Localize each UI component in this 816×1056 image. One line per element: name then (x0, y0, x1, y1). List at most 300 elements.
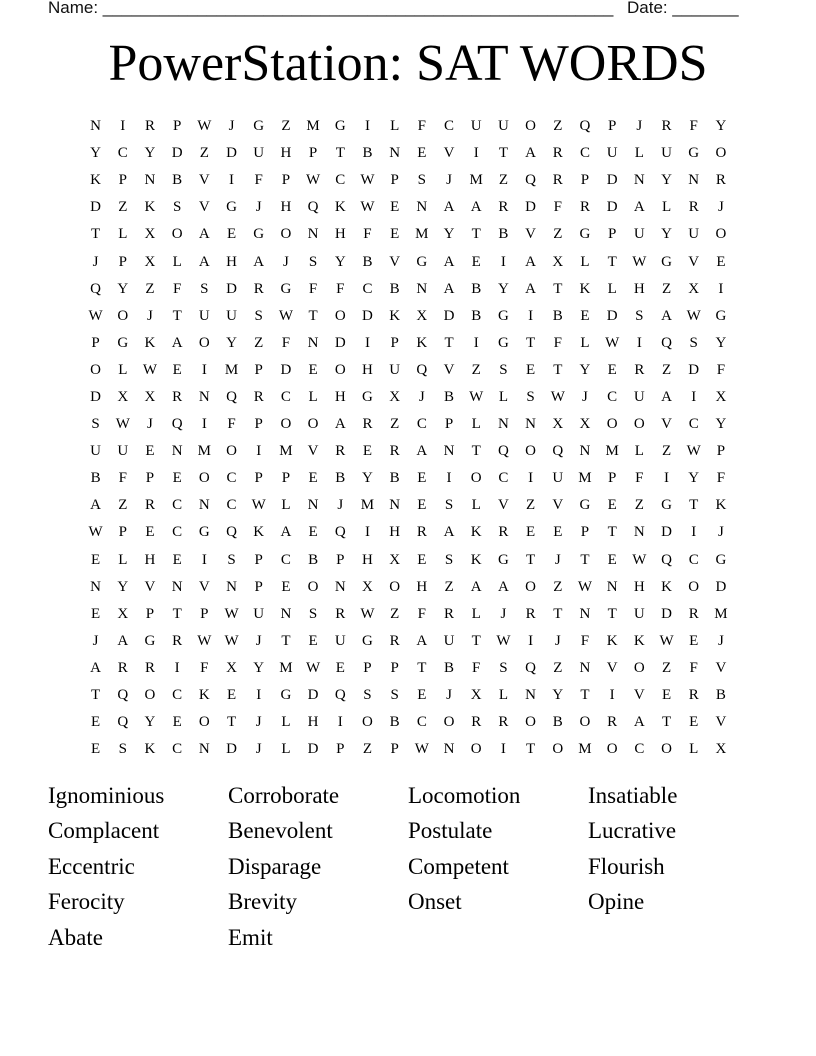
grid-letter[interactable]: G (362, 632, 373, 649)
grid-letter[interactable]: R (335, 605, 346, 622)
grid-letter[interactable]: U (389, 361, 401, 378)
grid-letter[interactable]: E (335, 659, 345, 676)
grid-letter[interactable]: O (606, 741, 618, 758)
grid-letter[interactable]: Z (199, 145, 209, 162)
grid-letter[interactable]: E (362, 443, 373, 460)
grid-letter[interactable]: Z (118, 199, 128, 216)
grid-letter[interactable]: P (580, 172, 590, 189)
grid-letter[interactable]: Z (553, 118, 563, 135)
grid-letter[interactable]: C (498, 470, 509, 487)
grid-letter[interactable]: P (390, 659, 399, 676)
grid-letter[interactable]: F (635, 470, 644, 487)
grid-letter[interactable]: K (253, 524, 265, 541)
grid-letter[interactable]: K (470, 524, 482, 541)
grid-letter[interactable]: T (281, 632, 291, 649)
grid-letter[interactable]: K (144, 741, 156, 758)
grid-letter[interactable]: O (334, 307, 346, 324)
grid-letter[interactable]: N (171, 578, 183, 595)
grid-letter[interactable]: P (308, 145, 318, 162)
grid-letter[interactable]: M (578, 470, 592, 487)
grid-letter[interactable]: X (362, 578, 373, 595)
grid-letter[interactable]: X (117, 388, 129, 405)
grid-letter[interactable]: F (118, 470, 127, 487)
grid-letter[interactable]: T (689, 497, 699, 514)
grid-letter[interactable]: Y (579, 361, 591, 378)
grid-letter[interactable]: P (118, 524, 127, 541)
grid-letter[interactable]: C (172, 741, 183, 758)
grid-letter[interactable]: Z (661, 659, 672, 676)
grid-letter[interactable]: L (308, 388, 318, 405)
grid-letter[interactable]: G (144, 632, 156, 649)
grid-letter[interactable]: K (144, 334, 156, 351)
grid-letter[interactable]: A (443, 280, 455, 297)
grid-letter[interactable]: G (280, 687, 292, 704)
grid-letter[interactable]: R (498, 714, 509, 731)
grid-letter[interactable]: U (606, 145, 618, 162)
grid-letter[interactable]: F (254, 172, 263, 189)
grid-letter[interactable]: T (661, 714, 672, 731)
grid-letter[interactable]: O (198, 714, 210, 731)
grid-letter[interactable]: W (686, 443, 701, 460)
grid-letter[interactable]: J (147, 307, 153, 324)
grid-letter[interactable]: G (715, 551, 727, 568)
grid-letter[interactable]: B (552, 714, 563, 731)
grid-letter[interactable]: O (715, 145, 727, 162)
grid-letter[interactable]: C (444, 118, 455, 135)
grid-letter[interactable]: W (278, 307, 293, 324)
grid-letter[interactable]: P (145, 605, 155, 622)
grid-letter[interactable]: N (389, 145, 401, 162)
grid-letter[interactable]: Y (497, 280, 509, 297)
grid-letter[interactable]: V (525, 226, 537, 243)
grid-letter[interactable]: C (362, 280, 373, 297)
grid-letter[interactable]: Y (117, 280, 129, 297)
grid-letter[interactable]: E (689, 714, 699, 731)
grid-letter[interactable]: S (635, 307, 644, 324)
grid-letter[interactable]: R (471, 714, 482, 731)
grid-letter[interactable]: Z (661, 443, 672, 460)
grid-letter[interactable]: O (144, 687, 156, 704)
grid-letter[interactable]: O (579, 714, 591, 731)
grid-letter[interactable]: F (553, 199, 562, 216)
grid-letter[interactable]: D (226, 741, 237, 758)
grid-letter[interactable]: E (580, 307, 590, 324)
grid-letter[interactable]: R (634, 361, 645, 378)
grid-letter[interactable]: N (579, 659, 591, 676)
grid-letter[interactable]: A (280, 524, 292, 541)
grid-letter[interactable]: H (362, 551, 373, 568)
grid-letter[interactable]: E (308, 470, 318, 487)
grid-letter[interactable]: A (416, 443, 428, 460)
grid-letter[interactable]: E (172, 361, 182, 378)
grid-letter[interactable]: Q (226, 388, 237, 405)
grid-letter[interactable]: T (526, 551, 536, 568)
grid-letter[interactable]: Y (253, 659, 265, 676)
grid-letter[interactable]: I (473, 334, 479, 351)
name-field-label[interactable]: Name: ______________________________________________________ (48, 0, 614, 17)
grid-letter[interactable]: H (633, 578, 645, 595)
grid-letter[interactable]: K (470, 551, 482, 568)
grid-letter[interactable]: F (363, 226, 372, 243)
grid-letter[interactable]: A (198, 253, 210, 270)
grid-letter[interactable]: I (691, 524, 697, 541)
grid-letter[interactable]: O (688, 578, 700, 595)
grid-letter[interactable]: J (255, 714, 262, 731)
grid-letter[interactable]: V (606, 659, 618, 676)
grid-letter[interactable]: Z (661, 361, 672, 378)
grid-letter[interactable]: W (251, 497, 266, 514)
grid-letter[interactable]: B (444, 388, 455, 405)
grid-letter[interactable]: G (416, 253, 428, 270)
grid-letter[interactable]: K (715, 497, 727, 514)
grid-letter[interactable]: O (280, 226, 292, 243)
grid-letter[interactable]: S (390, 687, 399, 704)
grid-letter[interactable]: A (497, 578, 509, 595)
grid-letter[interactable]: Z (553, 578, 563, 595)
grid-letter[interactable]: V (661, 416, 672, 433)
grid-letter[interactable]: V (715, 659, 727, 676)
grid-letter[interactable]: D (362, 307, 373, 324)
grid-letter[interactable]: V (198, 172, 210, 189)
grid-letter[interactable]: N (443, 443, 455, 460)
grid-letter[interactable]: X (552, 253, 564, 270)
grid-letter[interactable]: I (528, 632, 534, 649)
grid-letter[interactable]: H (280, 145, 292, 162)
grid-letter[interactable]: F (580, 632, 590, 649)
grid-letter[interactable]: U (497, 118, 509, 135)
grid-letter[interactable]: N (307, 226, 319, 243)
grid-letter[interactable]: B (335, 470, 346, 487)
grid-letter[interactable]: E (91, 741, 101, 758)
grid-letter[interactable]: I (364, 118, 370, 135)
grid-letter[interactable]: F (417, 605, 427, 622)
grid-letter[interactable]: H (416, 578, 428, 595)
grid-letter[interactable]: E (607, 361, 617, 378)
grid-letter[interactable]: H (144, 551, 156, 568)
grid-letter[interactable]: A (90, 497, 102, 514)
grid-letter[interactable]: G (497, 334, 509, 351)
grid-letter[interactable]: S (118, 741, 127, 758)
grid-letter[interactable]: N (226, 578, 237, 595)
grid-letter[interactable]: P (254, 551, 263, 568)
grid-letter[interactable]: D (606, 199, 618, 216)
grid-letter[interactable]: Y (715, 118, 727, 135)
grid-letter[interactable]: G (688, 145, 700, 162)
grid-letter[interactable]: R (416, 524, 427, 541)
grid-letter[interactable]: V (497, 497, 509, 514)
grid-letter[interactable]: M (415, 226, 429, 243)
grid-letter[interactable]: C (335, 172, 346, 189)
grid-letter[interactable]: T (498, 145, 508, 162)
grid-letter[interactable]: V (552, 497, 564, 514)
grid-letter[interactable]: U (334, 632, 346, 649)
grid-letter[interactable]: P (254, 578, 263, 595)
grid-letter[interactable]: H (389, 524, 401, 541)
grid-letter[interactable]: A (470, 578, 482, 595)
grid-letter[interactable]: P (580, 524, 590, 541)
grid-letter[interactable]: I (691, 388, 697, 405)
grid-letter[interactable]: X (144, 253, 156, 270)
grid-letter[interactable]: S (227, 551, 236, 568)
grid-letter[interactable]: R (688, 687, 699, 704)
grid-letter[interactable]: W (360, 199, 375, 216)
grid-letter[interactable]: X (715, 388, 727, 405)
grid-letter[interactable]: R (607, 714, 618, 731)
grid-letter[interactable]: F (689, 118, 698, 135)
grid-letter[interactable]: Q (579, 118, 591, 135)
grid-letter[interactable]: R (661, 118, 672, 135)
grid-letter[interactable]: O (661, 741, 672, 758)
grid-letter[interactable]: J (255, 741, 262, 758)
grid-letter[interactable]: E (281, 578, 291, 595)
grid-letter[interactable]: B (552, 307, 563, 324)
grid-letter[interactable]: O (525, 578, 537, 595)
grid-letter[interactable]: U (226, 307, 237, 324)
grid-letter[interactable]: O (389, 578, 401, 595)
grid-letter[interactable]: D (307, 687, 319, 704)
grid-letter[interactable]: D (525, 199, 537, 216)
grid-letter[interactable]: I (337, 714, 343, 731)
grid-letter[interactable]: L (118, 551, 128, 568)
grid-letter[interactable]: F (308, 280, 318, 297)
grid-letter[interactable]: C (634, 741, 645, 758)
grid-letter[interactable]: C (280, 388, 291, 405)
grid-letter[interactable]: K (334, 199, 346, 216)
grid-letter[interactable]: B (471, 280, 482, 297)
grid-letter[interactable]: C (172, 687, 183, 704)
grid-letter[interactable]: S (689, 334, 698, 351)
grid-letter[interactable]: T (172, 307, 182, 324)
grid-letter[interactable]: E (308, 632, 318, 649)
grid-letter[interactable]: E (172, 551, 182, 568)
grid-letter[interactable]: Q (226, 524, 237, 541)
grid-letter[interactable]: G (280, 280, 292, 297)
grid-letter[interactable]: G (715, 307, 727, 324)
grid-letter[interactable]: J (228, 118, 235, 135)
grid-letter[interactable]: A (661, 307, 672, 324)
grid-letter[interactable]: V (198, 199, 210, 216)
grid-letter[interactable]: D (715, 578, 727, 595)
grid-letter[interactable]: Y (362, 470, 373, 487)
grid-letter[interactable]: P (281, 172, 291, 189)
grid-letter[interactable]: T (91, 687, 101, 704)
grid-letter[interactable]: X (389, 551, 401, 568)
grid-letter[interactable]: A (633, 199, 645, 216)
grid-letter[interactable]: P (390, 172, 399, 189)
grid-letter[interactable]: D (334, 334, 346, 351)
grid-letter[interactable]: M (279, 659, 293, 676)
grid-letter[interactable]: X (389, 388, 401, 405)
grid-letter[interactable]: L (661, 199, 672, 216)
grid-letter[interactable]: T (526, 334, 536, 351)
grid-letter[interactable]: U (253, 145, 265, 162)
grid-letter[interactable]: D (688, 361, 700, 378)
grid-letter[interactable]: E (417, 497, 427, 514)
grid-letter[interactable]: A (633, 714, 645, 731)
grid-letter[interactable]: T (580, 687, 590, 704)
grid-letter[interactable]: E (145, 443, 155, 460)
grid-letter[interactable]: U (117, 443, 129, 460)
grid-letter[interactable]: N (90, 118, 102, 135)
grid-letter[interactable]: L (172, 253, 182, 270)
grid-letter[interactable]: W (496, 632, 511, 649)
grid-letter[interactable]: L (689, 741, 699, 758)
grid-letter[interactable]: W (686, 307, 701, 324)
grid-letter[interactable]: P (607, 470, 617, 487)
grid-letter[interactable]: H (307, 714, 319, 731)
grid-letter[interactable]: G (226, 199, 237, 216)
grid-letter[interactable]: Y (144, 714, 156, 731)
grid-letter[interactable]: G (497, 551, 509, 568)
grid-letter[interactable]: D (90, 199, 102, 216)
grid-letter[interactable]: D (226, 145, 237, 162)
grid-letter[interactable]: L (634, 443, 644, 460)
grid-letter[interactable]: O (470, 470, 482, 487)
grid-letter[interactable]: F (689, 659, 698, 676)
grid-letter[interactable]: T (553, 605, 563, 622)
grid-letter[interactable]: E (145, 524, 155, 541)
grid-letter[interactable]: Z (254, 334, 264, 351)
grid-letter[interactable]: A (443, 524, 455, 541)
grid-letter[interactable]: B (362, 145, 373, 162)
grid-letter[interactable]: Q (117, 714, 129, 731)
grid-letter[interactable]: E (526, 361, 536, 378)
grid-letter[interactable]: R (117, 659, 128, 676)
grid-letter[interactable]: Q (334, 524, 346, 541)
grid-letter[interactable]: O (443, 714, 455, 731)
grid-letter[interactable]: W (605, 334, 620, 351)
grid-letter[interactable]: L (471, 605, 481, 622)
grid-letter[interactable]: V (443, 361, 455, 378)
grid-letter[interactable]: U (443, 632, 455, 649)
grid-letter[interactable]: S (526, 388, 535, 405)
grid-letter[interactable]: S (172, 199, 182, 216)
grid-letter[interactable]: J (554, 632, 561, 649)
grid-letter[interactable]: X (117, 605, 129, 622)
grid-letter[interactable]: W (224, 632, 239, 649)
grid-letter[interactable]: Z (444, 578, 454, 595)
grid-letter[interactable]: P (336, 741, 345, 758)
grid-letter[interactable]: O (633, 659, 645, 676)
grid-letter[interactable]: Y (334, 253, 346, 270)
grid-letter[interactable]: C (117, 145, 128, 162)
grid-letter[interactable]: D (443, 307, 455, 324)
grid-letter[interactable]: N (525, 687, 537, 704)
grid-letter[interactable]: E (417, 470, 427, 487)
grid-letter[interactable]: E (226, 687, 237, 704)
grid-letter[interactable]: R (498, 199, 509, 216)
grid-letter[interactable]: N (90, 578, 102, 595)
grid-letter[interactable]: L (607, 280, 617, 297)
grid-letter[interactable]: N (171, 443, 183, 460)
grid-letter[interactable]: A (525, 253, 537, 270)
grid-letter[interactable]: T (335, 145, 345, 162)
grid-letter[interactable]: S (363, 687, 372, 704)
grid-letter[interactable]: E (689, 632, 699, 649)
grid-letter[interactable]: P (390, 334, 399, 351)
grid-letter[interactable]: C (688, 551, 699, 568)
grid-letter[interactable]: M (605, 443, 619, 460)
grid-letter[interactable]: G (253, 226, 265, 243)
grid-letter[interactable]: D (90, 388, 102, 405)
grid-letter[interactable]: I (528, 307, 534, 324)
grid-letter[interactable]: E (91, 714, 101, 731)
grid-letter[interactable]: P (607, 118, 617, 135)
grid-letter[interactable]: K (144, 199, 156, 216)
grid-letter[interactable]: R (172, 388, 183, 405)
grid-letter[interactable]: K (661, 578, 672, 595)
grid-letter[interactable]: L (281, 714, 291, 731)
grid-letter[interactable]: J (255, 632, 262, 649)
grid-letter[interactable]: W (306, 172, 321, 189)
grid-letter[interactable]: J (717, 524, 724, 541)
grid-letter[interactable]: E (607, 497, 617, 514)
grid-letter[interactable]: K (633, 632, 645, 649)
grid-letter[interactable]: R (552, 145, 563, 162)
grid-letter[interactable]: I (174, 659, 180, 676)
grid-letter[interactable]: B (90, 470, 101, 487)
grid-letter[interactable]: C (579, 145, 590, 162)
grid-letter[interactable]: T (172, 605, 182, 622)
grid-letter[interactable]: O (525, 118, 537, 135)
grid-letter[interactable]: Q (497, 443, 509, 460)
grid-letter[interactable]: M (469, 172, 483, 189)
grid-letter[interactable]: P (336, 551, 345, 568)
grid-letter[interactable]: N (334, 578, 346, 595)
grid-letter[interactable]: O (606, 416, 618, 433)
grid-letter[interactable]: N (579, 605, 591, 622)
grid-letter[interactable]: C (172, 497, 183, 514)
grid-letter[interactable]: D (307, 741, 319, 758)
grid-letter[interactable]: Z (145, 280, 155, 297)
grid-letter[interactable]: Z (471, 361, 481, 378)
grid-letter[interactable]: W (469, 388, 484, 405)
grid-letter[interactable]: O (715, 226, 727, 243)
grid-letter[interactable]: Z (362, 741, 373, 758)
grid-letter[interactable]: R (579, 199, 590, 216)
grid-letter[interactable]: E (716, 253, 726, 270)
grid-letter[interactable]: C (607, 388, 618, 405)
grid-letter[interactable]: F (472, 659, 481, 676)
grid-letter[interactable]: A (661, 388, 672, 405)
grid-letter[interactable]: J (337, 497, 344, 514)
grid-letter[interactable]: J (446, 172, 452, 189)
grid-letter[interactable]: E (607, 551, 617, 568)
grid-letter[interactable]: G (362, 388, 373, 405)
grid-letter[interactable]: L (118, 226, 128, 243)
grid-letter[interactable]: T (444, 334, 454, 351)
grid-letter[interactable]: B (389, 470, 400, 487)
grid-letter[interactable]: H (226, 253, 237, 270)
grid-letter[interactable]: I (256, 687, 262, 704)
grid-letter[interactable]: G (579, 497, 591, 514)
grid-letter[interactable]: L (498, 687, 508, 704)
grid-letter[interactable]: Y (715, 416, 727, 433)
grid-letter[interactable]: V (307, 443, 319, 460)
grid-letter[interactable]: J (717, 632, 724, 649)
grid-letter[interactable]: Y (552, 687, 564, 704)
grid-letter[interactable]: E (471, 253, 481, 270)
grid-letter[interactable]: W (550, 388, 565, 405)
grid-letter[interactable]: R (253, 280, 264, 297)
grid-letter[interactable]: Y (443, 226, 455, 243)
grid-letter[interactable]: I (256, 443, 262, 460)
grid-letter[interactable]: Q (525, 659, 537, 676)
grid-letter[interactable]: W (632, 253, 647, 270)
grid-letter[interactable]: F (281, 334, 291, 351)
grid-letter[interactable]: E (390, 199, 400, 216)
grid-letter[interactable]: N (579, 443, 591, 460)
